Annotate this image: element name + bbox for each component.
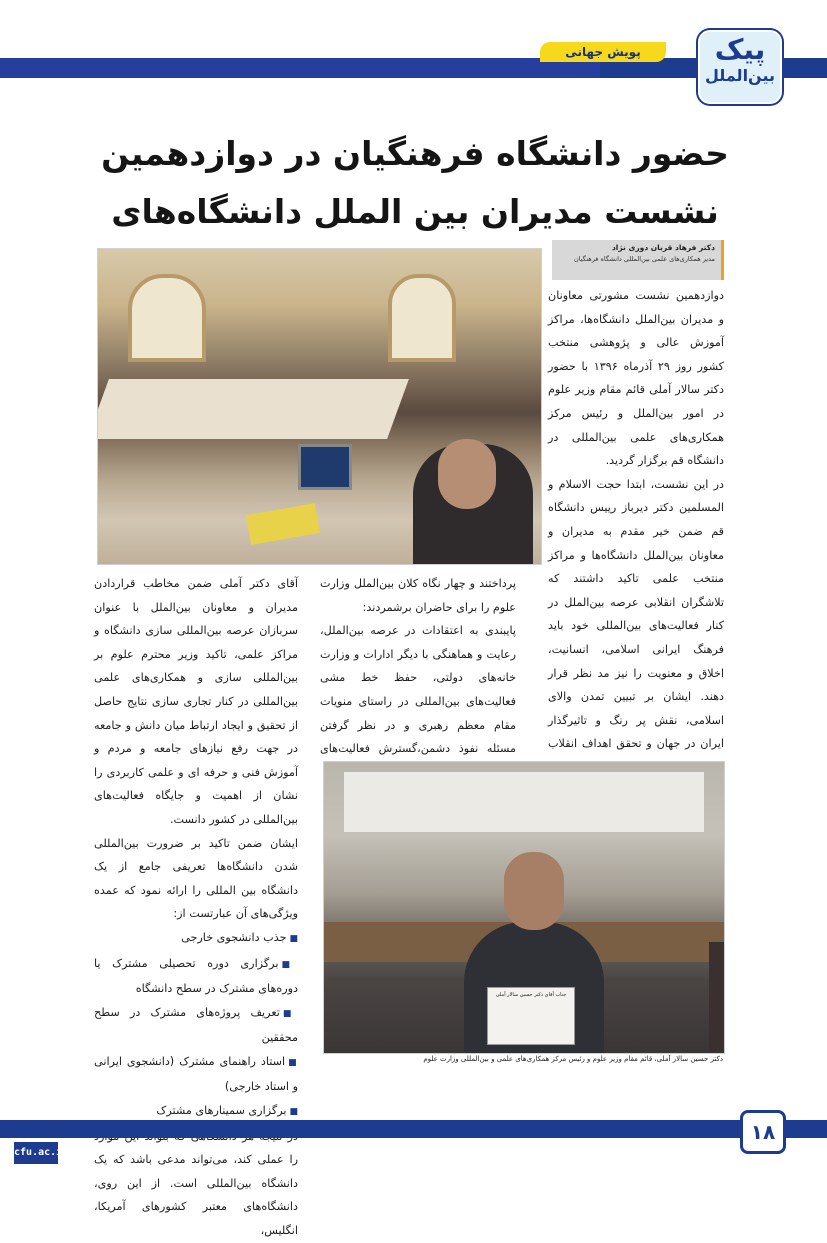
paragraph: در این نشست، ابتدا حجت الاسلام و المسلمین دکتر دیرباز رییس دانشگاه قم ضمن خیر مقدم به مدیران و معاونان بین‌الملل دانشگاه‌ها و مراکز منتخب علمی تاکید داشتند که تلاشگران انقلابی عرصه بین‌الملل در کنار فعالیت‌های بین‌المللی خود باید فرهنگ ایرانی اسلامی، انسانیت، اخلاق و معنویت را نیز مد نظر قرار دهند. ایشان بر تبیین تمدن والای اسلامی، نقش پر رنگ و تاثیرگذار ایران در جهان و تحقق اهداف انقلاب	[548, 477, 724, 751]
speaker-head	[504, 852, 564, 930]
papers	[246, 503, 320, 545]
projection-screen	[344, 772, 704, 832]
list-item: ■ برگزاری سمینارهای مشترک	[94, 1099, 298, 1125]
title-line1: حضور دانشگاه فرهنگیان در دوازدهمین	[101, 134, 729, 173]
paragraph: پایبندی به اعتقادات در عرصه بین‌الملل، رعایت و هماهنگی با دیگر ادارات و وزارت خانه‌های دولتی، حفظ خط مشی فعالیت‌های بین‌المللی در راستای منویات مقام معظم رهبری و در نظر گرفتن مسئله نفوذ دشمن،گسترش فعالیت‌های	[320, 624, 516, 756]
logo-line1: پیک	[714, 33, 766, 66]
bottom-bar	[0, 1120, 827, 1138]
laptop	[298, 444, 352, 490]
author-name: دکتر فرهاد قربان دوری نژاد	[611, 243, 715, 252]
window-decoration	[128, 274, 206, 362]
foreground-face	[438, 439, 496, 509]
conference-table	[97, 379, 409, 439]
author-role: مدیر همکاری‌های علمی بین‌المللی دانشگاه فرهنگیان	[574, 255, 715, 263]
paragraph: ایشان ضمن تاکید بر ضرورت بین‌المللی شدن دانشگاه‌ها تعریفی جامع از یک دانشگاه بین المللی را ارائه نمود که عمده ویژگی‌های آن عبارتست از:	[94, 836, 298, 921]
name-plate: جناب آقای دکتر حسین سالار آملی	[487, 987, 575, 1045]
article-column-3	[94, 572, 298, 1243]
magazine-logo	[698, 30, 782, 104]
paragraph: آقای دکتر آملی ضمن مخاطب قراردادن مدیران و معاونان بین‌الملل با عنوان سربازان عرصه بین‌المللی سازی دانشگاه و مراکز علمی، تاکید وزیر محترم علوم بر بین‌المللی سازی و همکاری‌های علمی بین‌المللی در کنار تجاری سازی نتایج حاصل از تحقیق و ایجاد ارتباط میان دانش و جامعه در جهت رفع نیازهای جامعه و مردم و آموزش فنی و حرفه ای و علمی کاربردی را نشان از اهمیت و جایگاه فعالیت‌های بین‌المللی در کشور دانست.	[94, 577, 298, 826]
list-item: ■ تعریف پروژه‌های مشترک در سطح محققین	[94, 1001, 298, 1050]
list-item: ■ برگزاری دوره تحصیلی مشترک یا دوره‌های مشترک در سطح دانشگاه	[94, 952, 298, 1001]
article-column-2	[320, 572, 516, 784]
list-item: ■ استاد راهنمای مشترک (دانشجوی ایرانی و استاد خارجی)	[94, 1050, 298, 1099]
photo-caption: دکتر حسین سالار آملی، قائم مقام وزیر علوم و رئیس مرکز همکاری‌های علمی و بین‌المللی وزارت علوم	[423, 1055, 723, 1063]
author-caption	[552, 240, 724, 280]
chair	[709, 942, 725, 1052]
title-line2: نشست مدیران بین الملل دانشگاه‌های	[111, 192, 719, 231]
page-number: ۱۸	[740, 1110, 786, 1154]
paragraph: دوازدهمین نشست مشورتی معاونان و مدیران بین‌الملل دانشگاه‌ها، مراکز آموزش عالی و پژوهشی منتخب کشور روز ۲۹ آذرماه ۱۳۹۶ با حضور دکتر سالار آملی قائم مقام وزیر علوم در امور بین‌الملل و رئیس مرکز همکاری‌های علمی بین‌المللی در دانشگاه قم برگزار گردید.	[548, 289, 724, 468]
logo-line2: بین‌الملل	[705, 66, 775, 85]
top-banner-bar-inner	[0, 58, 600, 78]
paragraph: پرداختند و چهار نگاه کلان بین‌الملل وزارت علوم را برای حاضران برشمردند:	[320, 577, 516, 614]
paragraph: را عملی کند، می‌تواند مدعی باشد که یک دانشگاه بین‌المللی است. از این روی، دانشگاه‌های معتبر کشورهای آمریکا، انگلیس،	[94, 1153, 298, 1238]
meeting-photo	[97, 248, 542, 565]
speaker-photo	[323, 761, 725, 1054]
list-item: ■ جذب دانشجوی خارجی	[94, 926, 298, 952]
section-tag: پویش جهانی	[540, 42, 666, 62]
window-decoration	[388, 274, 456, 362]
site-url[interactable]: cfu.ac.ir	[14, 1142, 58, 1164]
